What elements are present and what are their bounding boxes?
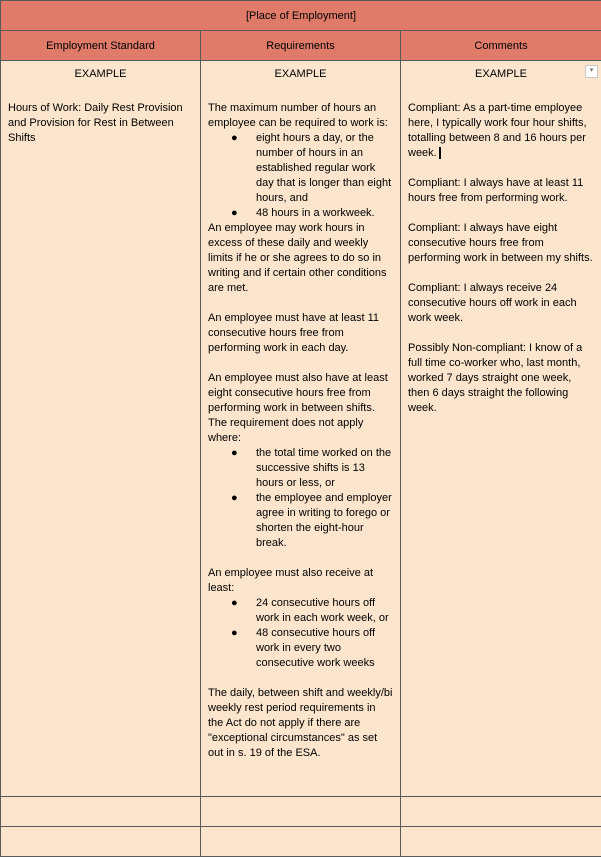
- empty-cell[interactable]: [201, 827, 401, 857]
- table-title[interactable]: [Place of Employment]: [1, 1, 601, 31]
- list-item: [256, 491, 393, 551]
- req-p3-intro: An employee must also have at least eight consecutive hours free from performing work in between shifts. The requirement does not apply where:: [208, 371, 393, 446]
- example-label: EXAMPLE: [408, 67, 594, 82]
- req-bullet-text: 24 consecutive hours off work in each work week, or: [256, 597, 389, 624]
- bullet-icon: ●: [231, 626, 238, 641]
- req-p4-intro: An employee must also receive at least:: [208, 566, 393, 596]
- bullet-icon: ●: [231, 206, 238, 221]
- list-item: [256, 206, 393, 221]
- req-bullet-text: 48 hours in a workweek.: [256, 207, 375, 219]
- text-cursor: [439, 147, 441, 159]
- comment-1: Compliant: As a part-time employee here, I typically work four hour shifts, totalling between 8 and 16 hours per week.: [408, 101, 594, 161]
- header-comments[interactable]: Comments: [401, 31, 601, 61]
- bullet-icon: ●: [231, 491, 238, 506]
- req-bullet-text: eight hours a day, or the number of hours in an established regular work day that is longer than eight hours, and: [256, 132, 391, 204]
- header-requirements[interactable]: Requirements: [201, 31, 401, 61]
- list-item: [256, 596, 393, 626]
- requirements-cell[interactable]: [201, 61, 401, 797]
- empty-cell[interactable]: [1, 797, 201, 827]
- req-p5: The daily, between shift and weekly/bi weekly rest period requirements in the Act do not apply if there are "exceptional circumstances" as set out in s. 19 of the ESA.: [208, 686, 393, 761]
- comments-cell[interactable]: [401, 61, 601, 797]
- comment-2: Compliant: I always have at least 11 hours free from performing work.: [408, 176, 594, 206]
- req-bullet-list: [208, 596, 393, 671]
- list-item: [256, 131, 393, 206]
- comment-3: Compliant: I always have eight consecutive hours free from performing work in between my shifts.: [408, 221, 594, 266]
- bullet-icon: ●: [231, 446, 238, 461]
- header-employment-standard[interactable]: Employment Standard: [1, 31, 201, 61]
- req-bullet-text: 48 consecutive hours off work in every two consecutive work weeks: [256, 627, 375, 669]
- req-p1-after: An employee may work hours in excess of these daily and weekly limits if he or she agrees to do so in writing and if certain other conditions are met.: [208, 221, 393, 296]
- example-label: EXAMPLE: [208, 67, 393, 82]
- bullet-icon: ●: [231, 131, 238, 146]
- example-label: EXAMPLE: [8, 67, 193, 82]
- comment-4: Compliant: I always receive 24 consecutive hours off work in each work week.: [408, 281, 594, 326]
- comment-5: Possibly Non-compliant: I know of a full time co-worker who, last month, worked 7 days straight one week, then 6 days straight the following week.: [408, 341, 594, 416]
- standard-cell[interactable]: [1, 61, 201, 797]
- list-item: [256, 446, 393, 491]
- req-bullet-list: [208, 131, 393, 221]
- standard-text: Hours of Work: Daily Rest Provision and Provision for Rest in Between Shifts: [8, 101, 193, 146]
- req-p1-intro: The maximum number of hours an employee can be required to work is:: [208, 101, 393, 131]
- dropdown-icon[interactable]: ▾: [585, 65, 598, 78]
- empty-cell[interactable]: [401, 827, 601, 857]
- req-bullet-text: the employee and employer agree in writing to forego or shorten the eight-hour break.: [256, 492, 392, 549]
- empty-cell[interactable]: [201, 797, 401, 827]
- empty-cell[interactable]: [1, 827, 201, 857]
- list-item: [256, 626, 393, 671]
- bullet-icon: ●: [231, 596, 238, 611]
- req-p2: An employee must have at least 11 consecutive hours free from performing work in each day.: [208, 311, 393, 356]
- empty-cell[interactable]: [401, 797, 601, 827]
- req-bullet-list: [208, 446, 393, 551]
- req-bullet-text: the total time worked on the successive shifts is 13 hours or less, or: [256, 447, 391, 489]
